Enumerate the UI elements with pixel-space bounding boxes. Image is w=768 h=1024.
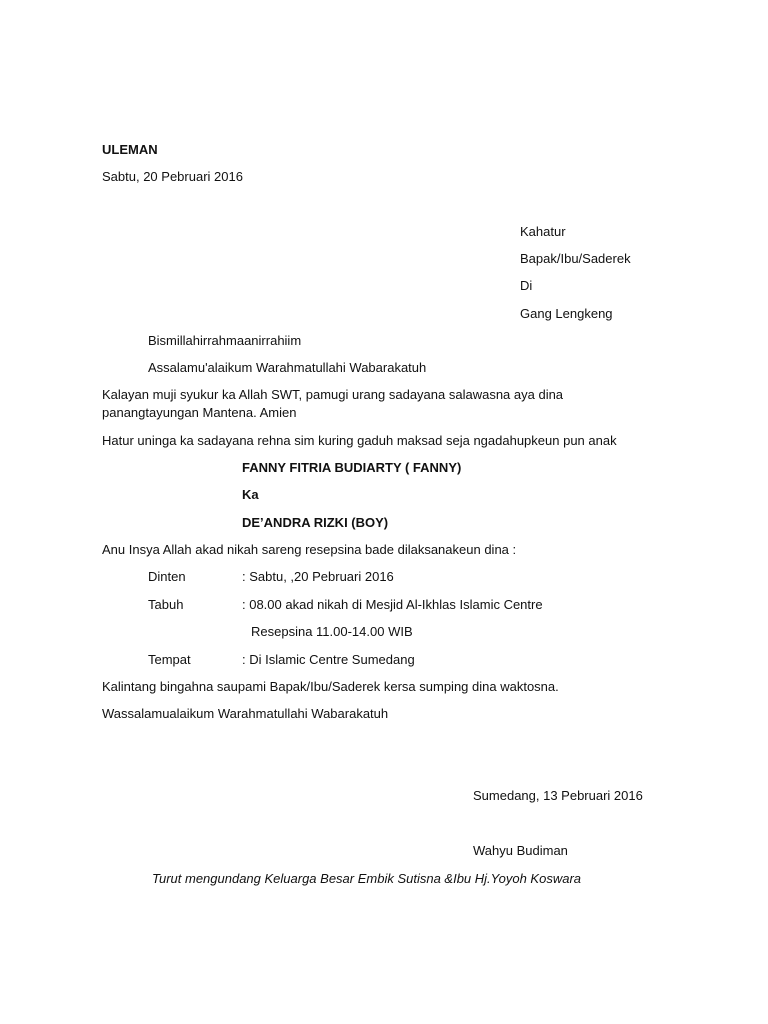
place-value: : Di Islamic Centre Sumedang [242, 652, 415, 667]
reception-time-value: Resepsina 11.00-14.00 WIB [251, 624, 413, 639]
paragraph-event-intro: Anu Insya Allah akad nikah sareng resepsina bade dilaksanakeun dina : [102, 542, 517, 557]
paragraph-closing-hope: Kalintang bingahna saupami Bapak/Ibu/Saderek kersa sumping dina waktosna. [102, 679, 559, 694]
recipient-line-3: Di [520, 278, 533, 293]
day-label: Dinten [148, 569, 186, 584]
time-value: : 08.00 akad nikah di Mesjid Al-Ikhlas Islamic Centre [242, 597, 543, 612]
paragraph-announcement: Hatur uninga ka sadayana rehna sim kuring gaduh maksad seja ngadahupkeun pun anak [102, 433, 617, 448]
recipient-line-2: Bapak/Ibu/Saderek [520, 251, 631, 266]
place-label: Tempat [148, 652, 191, 667]
letter-date: Sabtu, 20 Pebruari 2016 [102, 169, 243, 184]
recipient-line-4: Gang Lengkeng [520, 306, 613, 321]
co-invitation-note: Turut mengundang Keluarga Besar Embik Sutisna &Ibu Hj.Yoyoh Koswara [152, 871, 581, 886]
signature-name: Wahyu Budiman [473, 843, 568, 858]
basmalah: Bismillahirrahmaanirrahiim [148, 333, 302, 348]
opening-greeting: Assalamu'alaikum Warahmatullahi Wabarakatuh [148, 360, 427, 375]
place-and-date: Sumedang, 13 Pebruari 2016 [473, 788, 643, 803]
groom-name: DE’ANDRA RIZKI (BOY) [242, 515, 389, 530]
bride-name: FANNY FITRIA BUDIARTY ( FANNY) [242, 460, 462, 475]
paragraph-gratitude: Kalayan muji syukur ka Allah SWT, pamugi urang sadayana salawasna aya dina panangtayungan Mantena. Amien [102, 387, 564, 420]
time-label: Tabuh [148, 597, 184, 612]
closing-greeting: Wassalamualaikum Warahmatullahi Wabarakatuh [102, 706, 389, 721]
letter-heading: ULEMAN [102, 142, 158, 157]
day-value: : Sabtu, ,20 Pebruari 2016 [242, 569, 394, 584]
connector-word: Ka [242, 487, 259, 502]
recipient-line-1: Kahatur [520, 224, 566, 239]
